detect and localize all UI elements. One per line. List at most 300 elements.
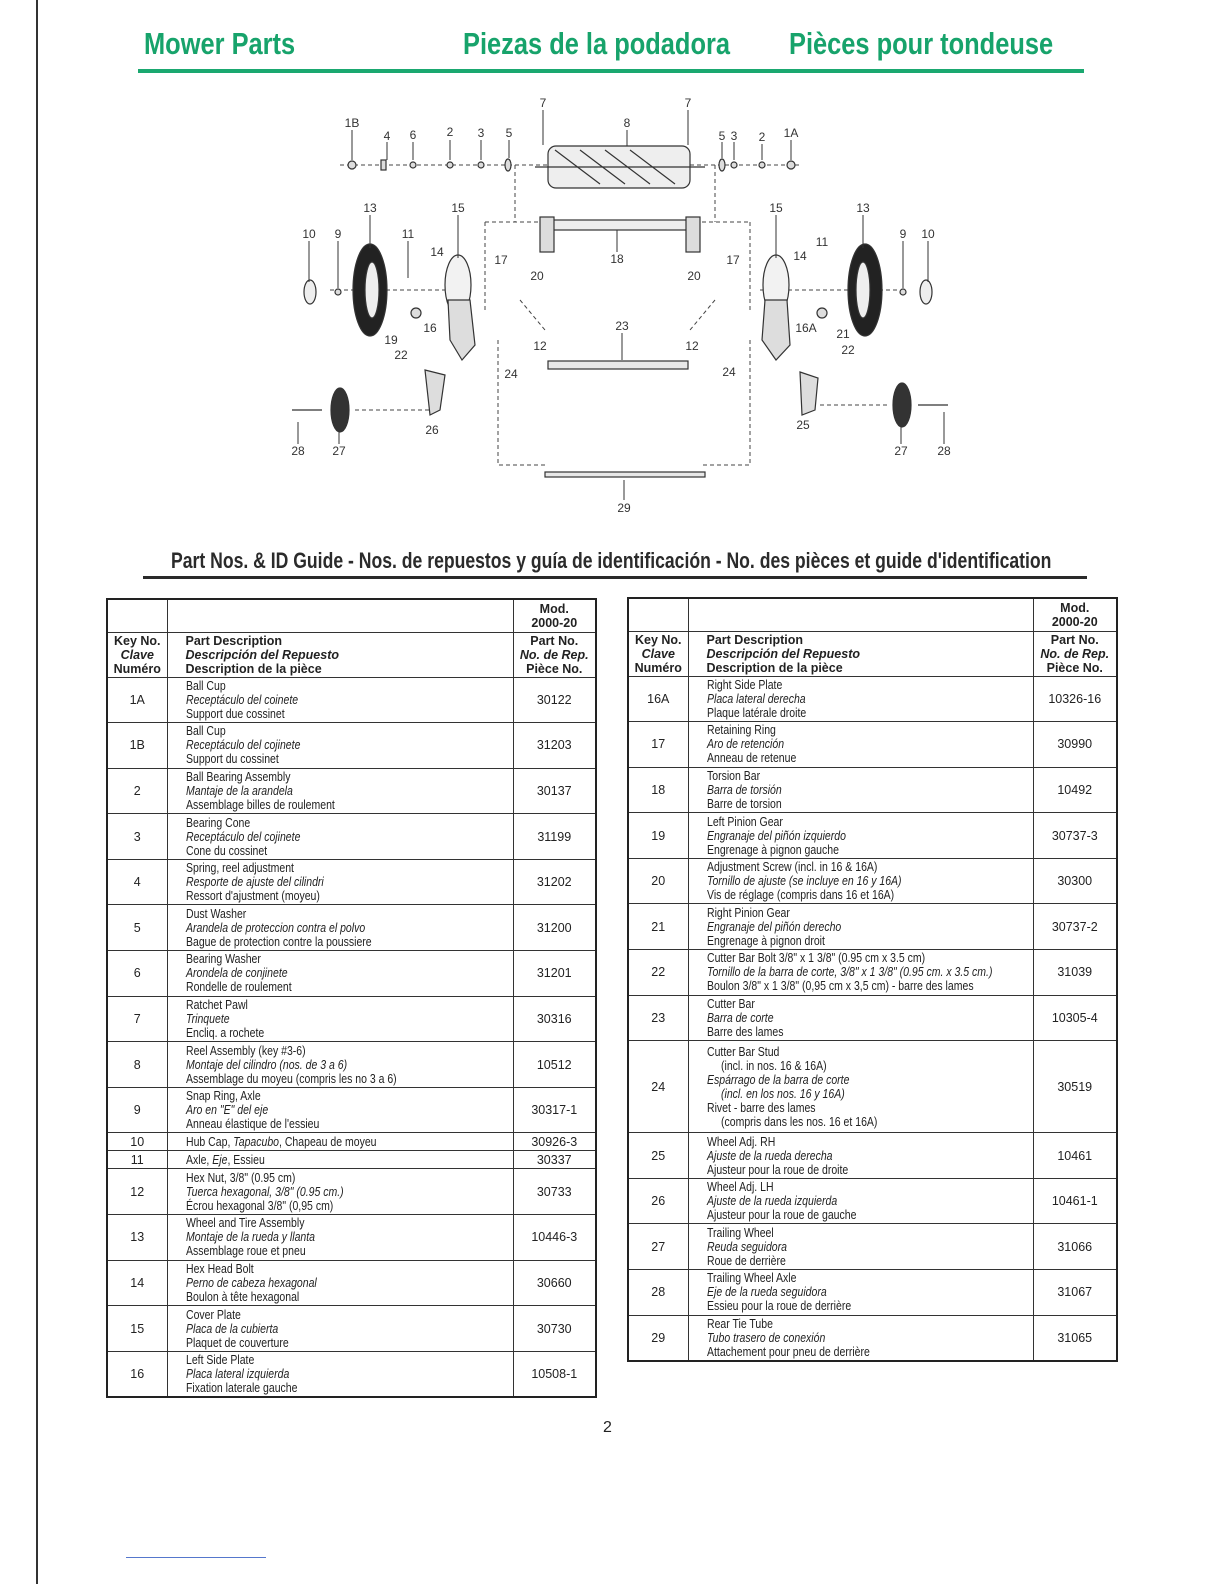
key-number: 15 [107, 1306, 167, 1352]
description-line-wrap [707, 1194, 1033, 1208]
model-label: 2000-20 [531, 615, 578, 630]
part-number: 10512 [513, 1042, 596, 1088]
left-trailing-wheel [331, 388, 349, 432]
description-line: Placa lateral izquierda [185, 1366, 289, 1381]
header-columns-row [107, 632, 596, 677]
description-line-wrap [707, 1087, 1033, 1101]
header-blank [628, 598, 688, 631]
callout-label: 28 [291, 444, 305, 458]
description-segment: Tapacubo [232, 1134, 279, 1149]
left-hub-cap [304, 280, 316, 304]
key-number: 10 [107, 1133, 167, 1151]
description-line: Retaining Ring [706, 723, 776, 738]
part-number: 30730 [513, 1306, 596, 1352]
part-description [688, 995, 1033, 1041]
part-number: 31067 [1033, 1270, 1117, 1316]
description-line-wrap [186, 875, 513, 889]
description-line: Wheel Adj. LH [706, 1180, 774, 1195]
table-row [107, 814, 596, 860]
description-line: Support du cossinet [185, 752, 279, 767]
part-number: 30660 [513, 1260, 596, 1306]
callout-label: 6 [409, 128, 417, 142]
model-label: Mod. [539, 601, 569, 616]
part-number: 10461 [1033, 1133, 1117, 1179]
description-line: Bearing Washer [185, 952, 261, 967]
part-number: 30990 [1033, 722, 1117, 768]
description-line: Spring, reel adjustment [185, 861, 294, 876]
part-number: 30316 [513, 996, 596, 1042]
parts-guide-heading: Part Nos. & ID Guide - Nos. de repuestos y guía de identificación - No. des pièces et guide d'identification [171, 548, 1052, 573]
left-wheel-adjuster [425, 370, 445, 415]
table-row [107, 1306, 596, 1352]
description-line: Trailing Wheel Axle [706, 1271, 796, 1286]
part-description [167, 1151, 513, 1169]
description-line: Receptáculo del coinete [185, 692, 298, 707]
key-number: 14 [107, 1260, 167, 1306]
description-line-wrap [707, 860, 1033, 874]
part-description [688, 858, 1033, 904]
header-model-row [107, 599, 596, 632]
callout-label: 12 [533, 339, 547, 353]
part-number: 30122 [513, 677, 596, 723]
description-line: Trinquete [185, 1011, 230, 1026]
part-description [167, 1169, 513, 1215]
header-part-line: No. de Rep. [1040, 646, 1110, 661]
header-part-line: Part No. [1050, 632, 1099, 647]
part-description [688, 1178, 1033, 1224]
callout-label: 27 [894, 444, 908, 458]
description-line: Reel Assembly (key #3-6) [185, 1043, 306, 1058]
key-number: 8 [107, 1042, 167, 1088]
description-line: Reuda seguidora [706, 1239, 787, 1254]
description-line-wrap [186, 1117, 513, 1131]
header-part-line: Pièce No. [526, 661, 583, 676]
description-line-wrap [186, 980, 513, 994]
header-desc-line: Descripción del Repuesto [185, 647, 340, 662]
description-line: Roue de derrière [706, 1253, 786, 1268]
description-line-wrap [186, 770, 513, 784]
description-line: Arandela de proteccion contra el polvo [185, 920, 365, 935]
key-number: 24 [628, 1041, 688, 1133]
description-line: Fixation laterale gauche [185, 1380, 297, 1395]
description-line: Cutter Bar Bolt 3/8" x 1 3/8" (0.95 cm x 3.5 cm) [706, 951, 925, 966]
part-number: 30519 [1033, 1041, 1117, 1133]
key-number: 13 [107, 1215, 167, 1261]
header-key [107, 632, 167, 677]
table-row [628, 722, 1117, 768]
table-row [107, 1151, 596, 1169]
key-number: 17 [628, 722, 688, 768]
description-line [186, 1135, 377, 1149]
callout-label: 20 [530, 269, 544, 283]
description-line-wrap [707, 1254, 1033, 1268]
part-number: 30137 [513, 768, 596, 814]
guide-rule [143, 576, 1087, 579]
key-number: 9 [107, 1087, 167, 1133]
description-line: Ajusteur pour la roue de gauche [706, 1208, 856, 1223]
description-line-wrap [186, 707, 513, 721]
part-description [167, 1215, 513, 1261]
header-part-line: No. de Rep. [519, 647, 589, 662]
key-number: 29 [628, 1315, 688, 1361]
description-line: Rear Tie Tube [706, 1316, 773, 1331]
description-line-wrap [707, 783, 1033, 797]
header-key [628, 631, 688, 676]
description-line: Barre des lames [706, 1024, 783, 1039]
description-line: Barre de torsion [706, 796, 782, 811]
description-line-wrap [707, 723, 1033, 737]
description-line: Placa lateral derecha [706, 691, 806, 706]
description-line-wrap [707, 1011, 1033, 1025]
description-line-wrap [186, 1336, 513, 1350]
description-line-wrap [707, 797, 1033, 811]
part-number: 30737-3 [1033, 813, 1117, 859]
key-number: 22 [628, 950, 688, 996]
description-line-wrap [707, 692, 1033, 706]
description-line: Torsion Bar [706, 768, 760, 783]
description-line-wrap [707, 1271, 1033, 1285]
header-part [513, 632, 596, 677]
description-line-wrap [707, 951, 1033, 965]
part-description [688, 1224, 1033, 1270]
table-row [107, 1169, 596, 1215]
header-key-line: Clave [641, 646, 675, 661]
header-model-row [628, 598, 1117, 631]
part-description [688, 767, 1033, 813]
part-description [688, 950, 1033, 996]
description-line: Cutter Bar Stud [706, 1044, 779, 1059]
description-line-wrap [186, 1089, 513, 1103]
part-number: 10461-1 [1033, 1178, 1117, 1224]
callout-label: 7 [684, 96, 692, 110]
header-desc [688, 631, 1033, 676]
callout-label: 26 [425, 423, 439, 437]
header-blank [167, 599, 513, 632]
key-number: 16 [107, 1351, 167, 1397]
description-line-wrap [707, 1299, 1033, 1313]
part-description [167, 1351, 513, 1397]
table-row [628, 813, 1117, 859]
callout-label: 10 [921, 227, 935, 241]
callout-label: 5 [505, 126, 513, 140]
callout-label: 22 [841, 343, 855, 357]
description-line: Cone du cossinet [185, 843, 267, 858]
part-description [167, 1260, 513, 1306]
description-line-wrap [707, 829, 1033, 843]
description-line-wrap [186, 1308, 513, 1322]
description-line: (incl. en los nos. 16 y 16A) [720, 1086, 845, 1101]
page-number: 2 [603, 1419, 612, 1436]
key-number: 19 [628, 813, 688, 859]
part-description [688, 1041, 1033, 1133]
description-line: Encliq. a rochete [185, 1025, 264, 1040]
description-line-wrap [707, 1331, 1033, 1345]
right-side-plate [762, 255, 790, 360]
left-wheel [353, 244, 387, 336]
description-line-wrap [707, 1163, 1033, 1177]
description-line: Engranaje del piñón izquierdo [706, 828, 846, 843]
part-number: 30737-2 [1033, 904, 1117, 950]
header-desc-line: Description de la pièce [185, 661, 322, 676]
description-line: Boulon 3/8" x 1 3/8" (0,95 cm x 3,5 cm) - barre des lames [706, 979, 974, 994]
description-line: Assemblage du moyeu (compris les no 3 a 6) [185, 1071, 397, 1086]
description-line: Ajuste de la rueda derecha [706, 1148, 833, 1163]
table-row [107, 1260, 596, 1306]
description-line-wrap [186, 1322, 513, 1336]
description-line-wrap [707, 1345, 1033, 1359]
description-line-wrap [707, 1317, 1033, 1331]
table-row [628, 950, 1117, 996]
table-row [628, 1041, 1117, 1133]
table-row [107, 1133, 596, 1151]
description-line-wrap [186, 1367, 513, 1381]
description-line-wrap [186, 1216, 513, 1230]
table-row [628, 904, 1117, 950]
description-line: Ball Cup [185, 678, 226, 693]
description-line-wrap [186, 784, 513, 798]
table-row [107, 723, 596, 769]
key-number: 5 [107, 905, 167, 951]
left-side-plate [445, 255, 475, 360]
part-number: 30337 [513, 1151, 596, 1169]
description-line-wrap [707, 1135, 1033, 1149]
part-number: 30926-3 [513, 1133, 596, 1151]
callout-label: 19 [384, 333, 398, 347]
part-number: 10326-16 [1033, 676, 1117, 722]
callout-label: 24 [504, 367, 518, 381]
description-line: Anneau de retenue [706, 751, 796, 766]
description-line: Receptáculo del cojinete [185, 738, 300, 753]
table-row [107, 1351, 596, 1397]
table-row [628, 1178, 1117, 1224]
description-line-wrap [707, 1226, 1033, 1240]
key-number: 3 [107, 814, 167, 860]
key-number: 28 [628, 1270, 688, 1316]
table-row [107, 951, 596, 997]
model-label: Mod. [1060, 600, 1090, 615]
parts-table-right [627, 597, 1118, 1362]
part-number: 31200 [513, 905, 596, 951]
description-line: Arondela de conjinete [185, 966, 288, 981]
description-line: Ressort d'ajustment (moyeu) [185, 889, 320, 904]
description-line-wrap [186, 1244, 513, 1258]
callout-label: 9 [334, 227, 342, 241]
description-line: Montaje del cilindro (nos. de 3 a 6) [185, 1057, 347, 1072]
title-spanish: Piezas de la podadora [463, 26, 730, 61]
key-number: 18 [628, 767, 688, 813]
rear-tie-tube [545, 472, 705, 477]
description-line-wrap [707, 997, 1033, 1011]
callout-label: 1A [783, 126, 799, 140]
description-line-wrap [186, 1103, 513, 1117]
description-line-wrap [186, 724, 513, 738]
description-line-wrap [707, 906, 1033, 920]
key-number: 20 [628, 858, 688, 904]
right-wheel-adjuster [800, 372, 818, 415]
torsion-bar [540, 217, 700, 252]
header-desc-line: Descripción del Repuesto [706, 646, 861, 661]
description-line-wrap [707, 815, 1033, 829]
description-line-wrap [186, 830, 513, 844]
callout-label: 14 [793, 249, 807, 263]
callout-label: 16 [423, 321, 437, 335]
description-line-wrap [707, 1025, 1033, 1039]
key-number: 26 [628, 1178, 688, 1224]
description-line: Engrenage à pignon droit [706, 933, 825, 948]
model-label: 2000-20 [1051, 614, 1098, 629]
parts-table-left [106, 598, 597, 1398]
key-number: 16A [628, 676, 688, 722]
part-description [167, 1306, 513, 1352]
callout-label: 1B [344, 116, 360, 130]
description-segment: Axle, [185, 1152, 212, 1167]
table-row [628, 1224, 1117, 1270]
description-line-wrap [707, 843, 1033, 857]
callout-label: 3 [730, 129, 738, 143]
description-line: Tubo trasero de conexión [706, 1330, 825, 1345]
description-line: Wheel Adj. RH [706, 1134, 775, 1149]
description-line-wrap [186, 679, 513, 693]
description-line-wrap [186, 1058, 513, 1072]
key-number: 21 [628, 904, 688, 950]
callout-label: 27 [332, 444, 346, 458]
description-line: Wheel and Tire Assembly [185, 1216, 304, 1231]
description-line: Ball Bearing Assembly [185, 769, 290, 784]
key-number: 4 [107, 859, 167, 905]
callout-label: 3 [477, 126, 485, 140]
description-line: Dust Washer [185, 906, 246, 921]
header-desc [167, 632, 513, 677]
description-line: Resporte de ajuste del cilindri [185, 875, 324, 890]
key-number: 1A [107, 677, 167, 723]
header-model [1033, 598, 1117, 631]
description-line-wrap [186, 738, 513, 752]
description-line: Engrenage à pignon gauche [706, 842, 839, 857]
part-number: 30733 [513, 1169, 596, 1215]
description-line-wrap [707, 1045, 1033, 1059]
footer-link-line [126, 1557, 266, 1558]
description-line: Rondelle de roulement [185, 980, 292, 995]
callout-label: 2 [446, 125, 454, 139]
table-row [107, 1087, 596, 1133]
description-line: Eje de la rueda seguidora [706, 1285, 827, 1300]
description-line-wrap [707, 1115, 1033, 1129]
part-description [688, 813, 1033, 859]
description-line-wrap [707, 1101, 1033, 1115]
description-line-wrap [186, 1185, 513, 1199]
description-line-wrap [707, 920, 1033, 934]
description-line-wrap [186, 1012, 513, 1026]
callout-label: 10 [302, 227, 316, 241]
description-line-wrap [186, 1290, 513, 1304]
description-line-wrap [186, 889, 513, 903]
header-part [1033, 631, 1117, 676]
description-line-wrap [707, 706, 1033, 720]
part-number: 30317-1 [513, 1087, 596, 1133]
description-line-wrap [186, 752, 513, 766]
table-row [107, 1042, 596, 1088]
description-line-wrap [186, 1276, 513, 1290]
callout-label: 23 [615, 319, 629, 333]
callout-label: 12 [685, 339, 699, 353]
part-description [167, 677, 513, 723]
description-line: Ajuste de la rueda izquierda [706, 1194, 837, 1209]
part-description [688, 1270, 1033, 1316]
callout-label: 18 [610, 252, 624, 266]
description-line-wrap [186, 998, 513, 1012]
table-row [628, 676, 1117, 722]
description-line: Écrou hexagonal 3/8" (0,95 cm) [185, 1198, 333, 1213]
header-key-line: Key No. [113, 633, 161, 648]
header-columns-row [628, 631, 1117, 676]
callout-label: 24 [722, 365, 736, 379]
key-number: 23 [628, 995, 688, 1041]
callout-label: 7 [539, 96, 547, 110]
key-number: 2 [107, 768, 167, 814]
description-line: Left Pinion Gear [706, 814, 783, 829]
description-line: Right Side Plate [706, 677, 782, 692]
description-line: Support due cossinet [185, 706, 285, 721]
description-line: Bague de protection contre la poussiere [185, 934, 372, 949]
description-line: Trailing Wheel [706, 1225, 774, 1240]
header-model [513, 599, 596, 632]
description-line: Cover Plate [185, 1307, 241, 1322]
title-english: Mower Parts [144, 26, 296, 61]
part-description [167, 1087, 513, 1133]
description-line: Mantaje de la arandela [185, 783, 293, 798]
description-line-wrap [707, 874, 1033, 888]
right-wheel [848, 244, 882, 336]
description-line: Espárrago de la barra de corte [706, 1072, 849, 1087]
description-line-wrap [186, 1044, 513, 1058]
description-line: Plaquet de couverture [185, 1335, 289, 1350]
part-description [167, 1133, 513, 1151]
description-line: Assemblage billes de roulement [185, 797, 335, 812]
description-line-wrap [707, 1073, 1033, 1087]
description-line: Hex Head Bolt [185, 1261, 254, 1276]
header-key-line: Clave [120, 647, 154, 662]
right-hub-cap [920, 280, 932, 304]
description-line-wrap [186, 693, 513, 707]
description-line: Rivet - barre des lames [706, 1100, 816, 1115]
description-line-wrap [186, 966, 513, 980]
description-line-wrap [186, 1171, 513, 1185]
description-line: Attachement pour pneu de derrière [706, 1344, 870, 1359]
part-description [167, 1042, 513, 1088]
description-line-wrap [186, 952, 513, 966]
table-row [107, 1215, 596, 1261]
description-line: Right Pinion Gear [706, 905, 790, 920]
description-line: Receptáculo del cojinete [185, 829, 300, 844]
description-line: Plaque latérale droite [706, 705, 806, 720]
key-number: 11 [107, 1151, 167, 1169]
description-line: Barra de corte [706, 1010, 774, 1025]
description-line-wrap [186, 907, 513, 921]
part-number: 10305-4 [1033, 995, 1117, 1041]
title-rule [138, 69, 1084, 73]
description-line: Bearing Cone [185, 815, 250, 830]
key-number: 1B [107, 723, 167, 769]
callout-label: 11 [815, 235, 829, 249]
table-row [628, 1270, 1117, 1316]
part-description [167, 951, 513, 997]
part-description [688, 676, 1033, 722]
description-line-wrap [186, 798, 513, 812]
description-line: Tornillo de la barra de corte, 3/8" x 1 3/8" (0.95 cm. x 3.5 cm.) [706, 965, 992, 980]
callout-label: 20 [687, 269, 701, 283]
callout-label: 29 [617, 501, 631, 515]
description-line-wrap [186, 861, 513, 875]
